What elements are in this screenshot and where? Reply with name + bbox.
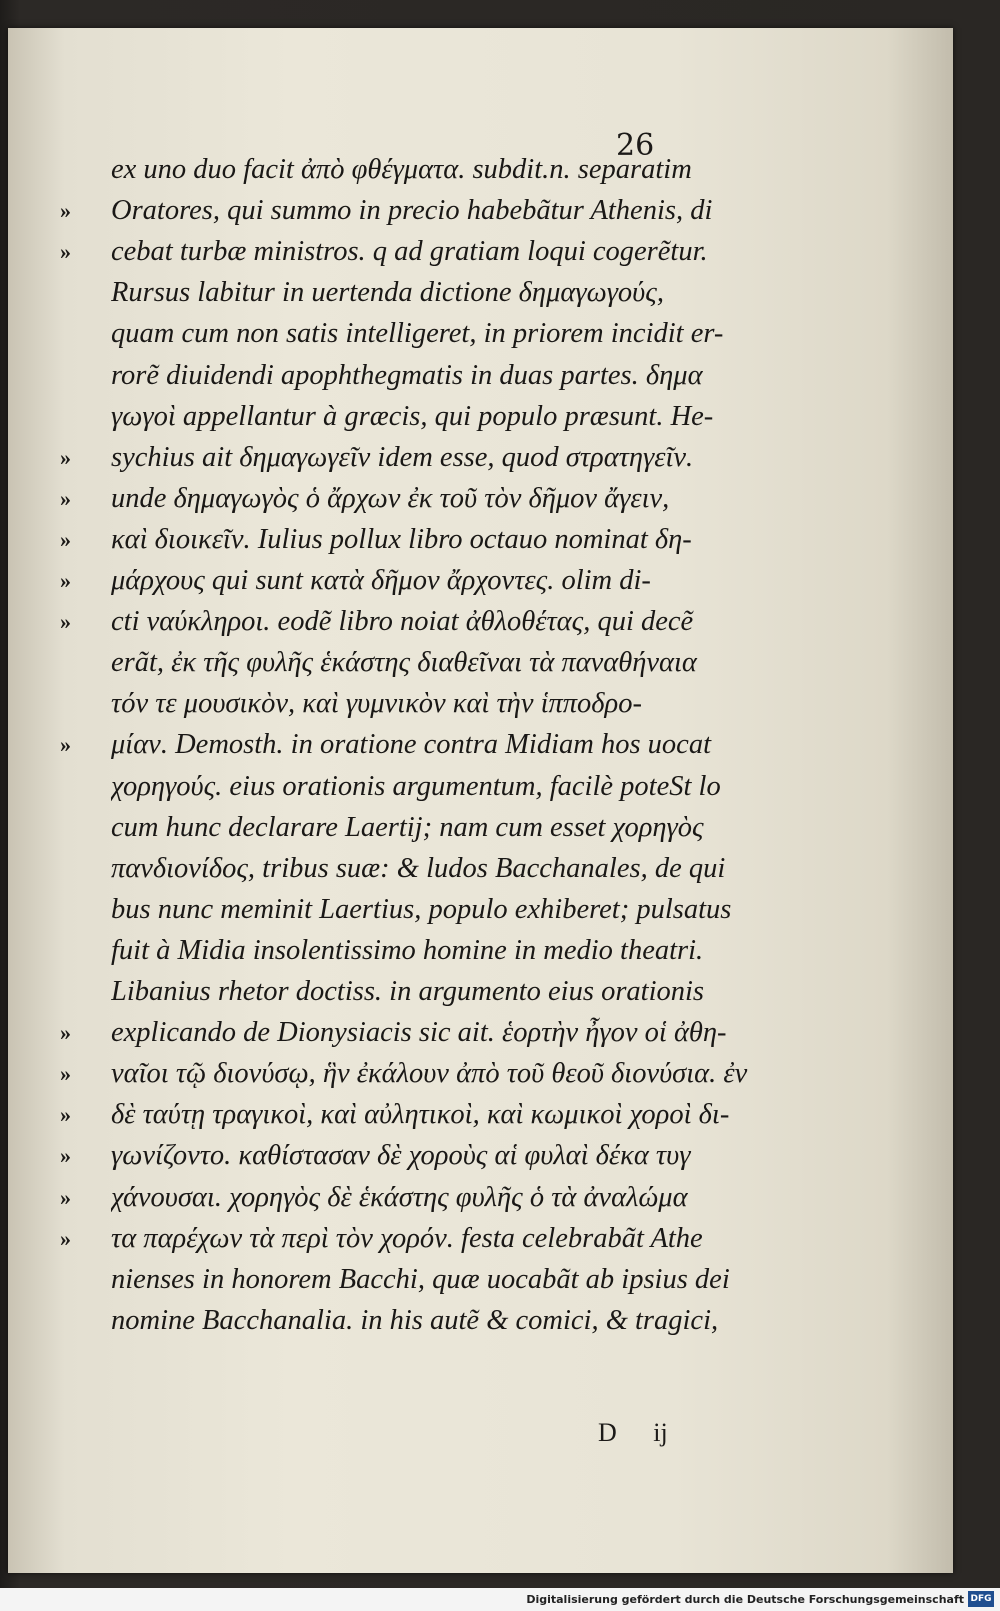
margin-quote-mark: » [60,444,71,470]
text-line: γωγοὶ appellantur à græcis, qui populo præsunt. He- [111,400,714,432]
book-page [8,28,953,1573]
text-line: fuit à Midia insolentissimo homine in medio theatri. [111,934,704,966]
text-line: ex uno duo facit ἀπὸ φθέγματα. subdit.n. separatim [111,154,692,185]
text-line: χορηγούς. eius orationis argumentum, facilè poteSt lo [111,770,721,802]
margin-quote-mark [60,970,90,1014]
text-line: erãt, ἐκ τῆς φυλῆς ἑκάστης διαθεῖναι τὰ παναθήναια [111,647,697,679]
margin-quote-mark: » [60,1184,71,1210]
text-line: rorẽ diuidendi apophthegmatis in duas partes. δημα [111,359,703,391]
text-line: cum hunc declarare Laertij; nam cum esset χορηγὸς [111,811,704,843]
margin-quote-mark [60,148,90,192]
text-line: explicando de Dionysiacis sic ait. ἑορτὴν ἦγον οἱ ἀθη- [111,1017,727,1049]
text-line: unde δημαγωγὸς ὁ ἄρχων ἐκ τοῦ τὸν δῆμον ἄγειν, [111,482,670,514]
margin-quote-mark: » [60,198,71,224]
text-line: χάνουσαι. χορηγὸς δὲ ἑκάστης φυλῆς ὁ τὰ ἀναλώμα [111,1181,688,1213]
margin-quote-mark: » [60,1143,71,1169]
margin-quote-mark [60,354,90,398]
text-line: Libanius rhetor doctiss. in argumento eius orationis [111,976,705,1007]
text-line: δὲ ταύτῃ τραγικοὶ, καὶ αὐλητικοὶ, καὶ κωμικοὶ χοροὶ δι- [111,1099,730,1131]
text-line: quam cum non satis intelligeret, in priorem incidit er- [111,318,724,350]
footer-credit: Digitalisierung gefördert durch die Deutsche Forschungsgemeinschaft [526,1593,964,1606]
text-line: καὶ διοικεῖν. Iulius pollux libro octauo nominat δη- [111,523,692,555]
margin-quote-mark [60,641,90,685]
margin-quote-mark [60,271,90,315]
margin-quote-mark: » [60,1225,71,1251]
margin-quote-mark [60,806,90,850]
text-line: nienses in honorem Bacchi, quæ uocabãt ab ipsius dei [111,1263,730,1295]
margin-quote-mark: » [60,568,71,593]
margin-quote-mark [60,1299,90,1343]
page-number: 26 [616,128,655,163]
margin-quote-mark [60,312,90,356]
margin-quote-mark: » [60,1020,71,1046]
margin-quote-mark: » [60,732,71,758]
text-line: τα παρέχων τὰ περὶ τὸν χορόν. festa celebrabãt Athe [111,1222,703,1254]
margin-quote-mark [60,929,90,973]
margin-quote-mark [60,682,90,726]
text-line: cti ναύκληροι. eodẽ libro noiat ἀθλοθέτας, qui decẽ [111,606,694,638]
margin-quote-mark [60,847,90,891]
text-line: μίαν. Demosth. in oratione contra Midiam hos uocat [111,729,712,761]
dfg-logo: DFG [968,1591,994,1607]
text-line: ναῖοι τῷ διονύσῳ, ἣν ἐκάλουν ἀπὸ τοῦ θεοῦ διονύσια. ἐν [111,1058,748,1090]
text-line: Rursus labitur in uertenda dictione δημαγωγούς, [111,277,664,309]
text-line: τόν τε μουσικὸν, καὶ γυμνικὸν καὶ τὴν ἱπποδρο- [111,688,642,720]
margin-quote-mark: » [60,239,71,265]
margin-quote-mark [60,888,90,932]
text-line: μάρχους qui sunt κατὰ δῆμον ἄρχοντες. olim di- [111,565,651,596]
footer-bar [0,1588,1000,1611]
margin-quote-mark [60,1258,90,1302]
margin-quote-mark [60,395,90,439]
text-line: γωνίζοντο. καθίστασαν δὲ χοροὺς αἱ φυλαὶ δέκα τυγ [111,1140,691,1172]
margin-quote-mark: » [60,485,71,511]
text-line: πανδιονίδος, tribus suæ: & ludos Bacchanales, de qui [111,852,726,884]
margin-quote-mark: » [60,1061,71,1087]
text-line: sychius ait δημαγωγεῖν idem esse, quod στρατηγεῖν. [111,441,694,473]
margin-quote-mark [60,765,90,809]
margin-quote-mark: » [60,526,71,552]
margin-quote-mark: » [60,609,71,635]
text-line: Oratores, qui summo in precio habebãtur Athenis, di [111,195,713,227]
text-line: cebat turbæ ministros. q ad gratiam loqui cogerẽtur. [111,236,708,268]
text-line: bus nunc meminit Laertius, populo exhiberet; pulsatus [111,893,732,925]
text-line: nomine Bacchanalia. in his autẽ & comici, & tragici, [111,1304,719,1336]
signature-mark: D ij [598,1418,668,1447]
margin-quote-mark: » [60,1102,71,1128]
